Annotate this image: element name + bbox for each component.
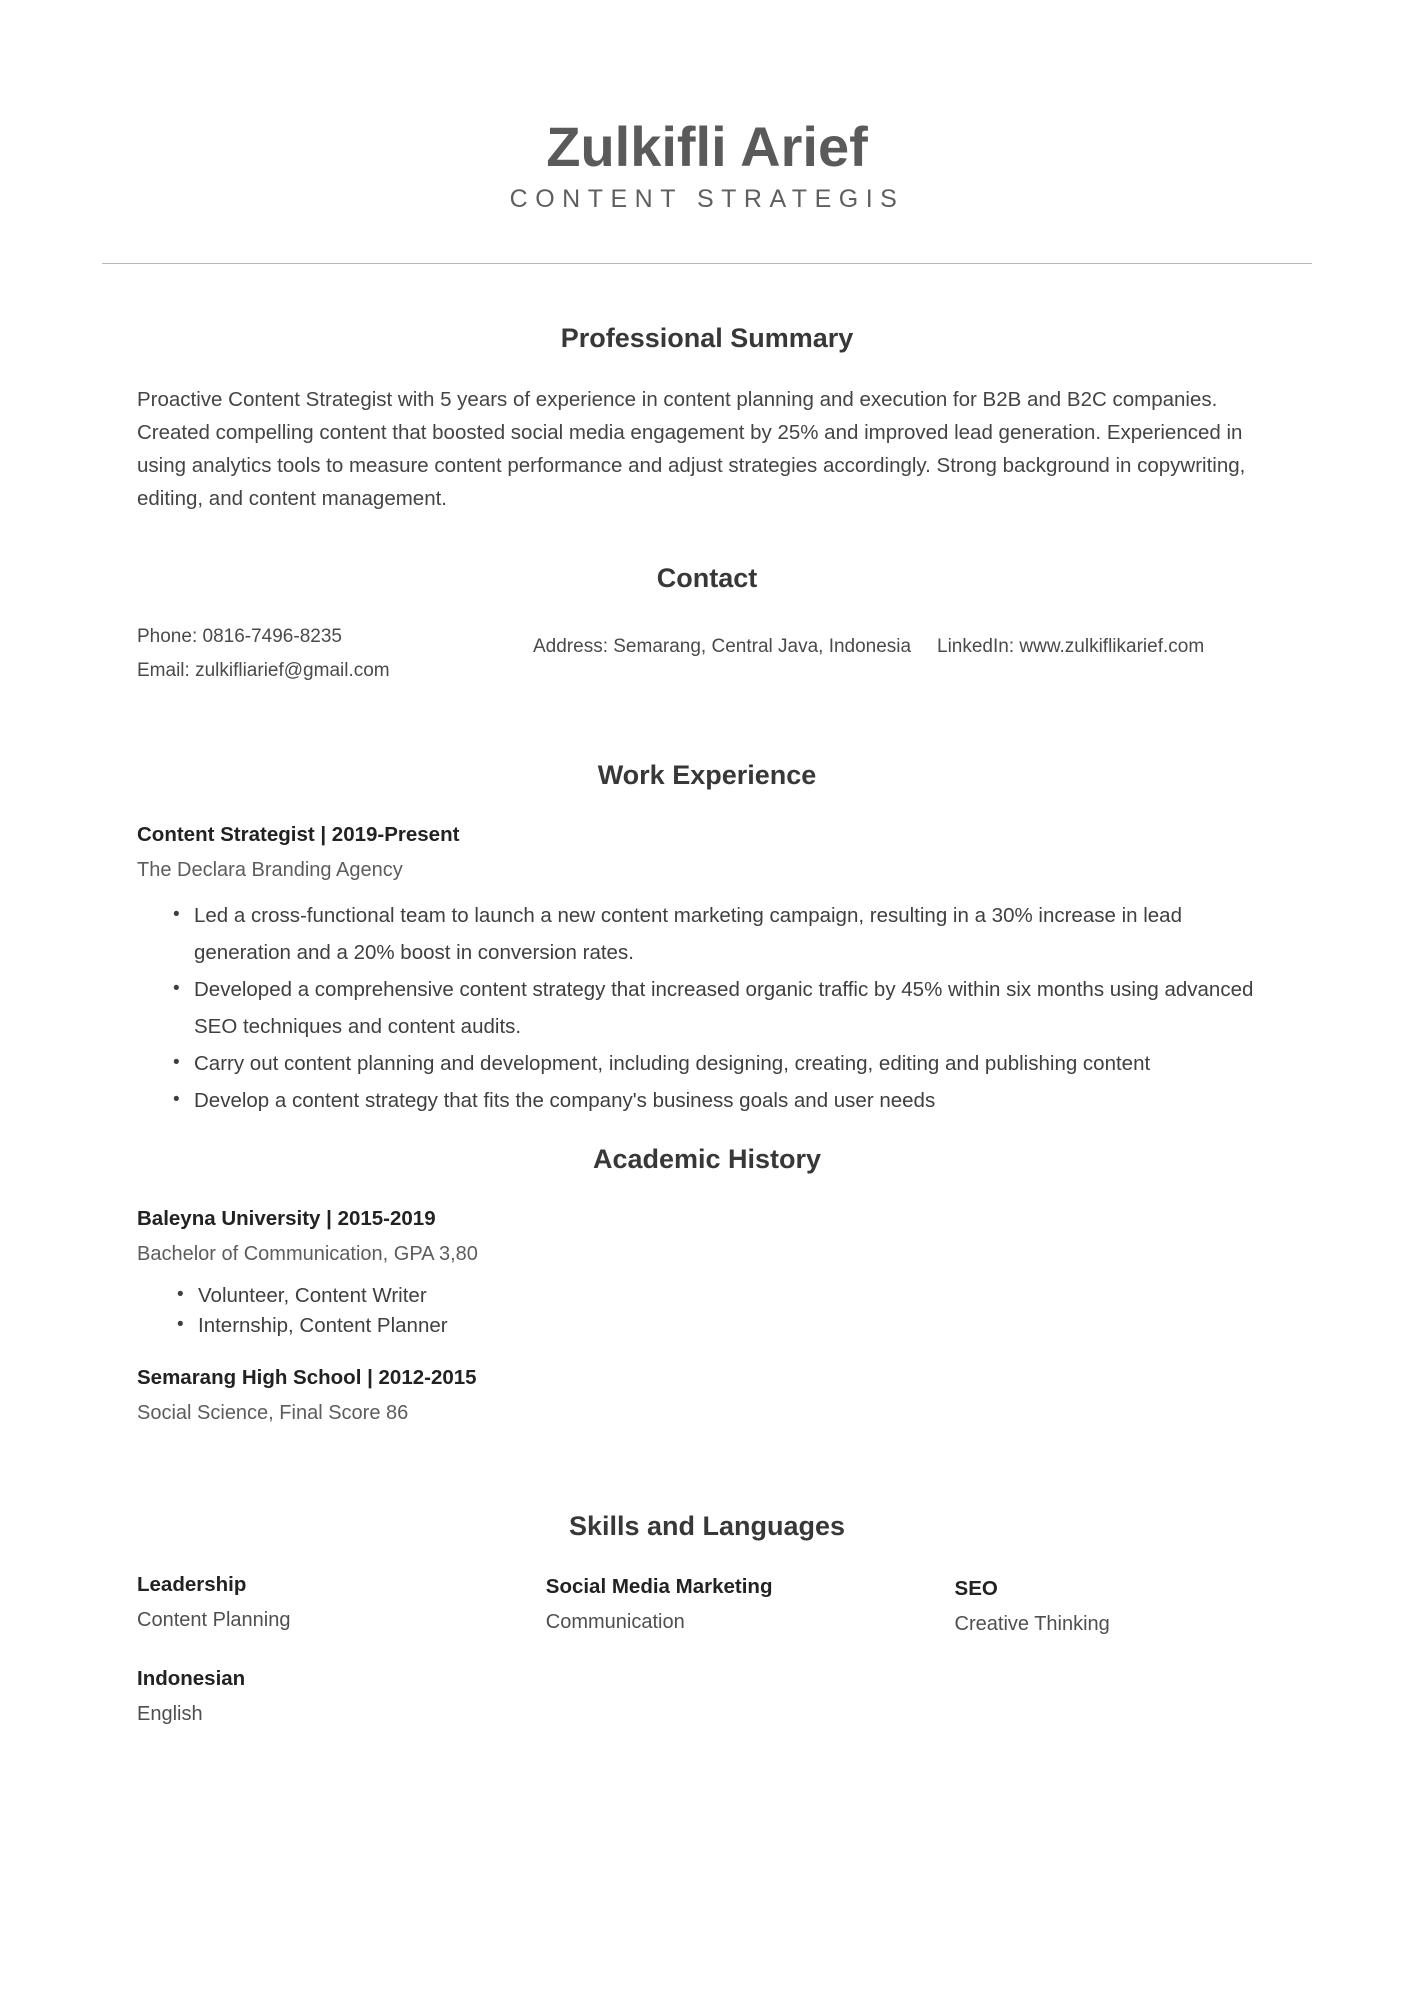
contact-column-linkedin: [937, 620, 1277, 688]
contact-linkedin: LinkedIn: www.zulkiflikarief.com: [937, 635, 1205, 657]
skill-sub: Communication: [545, 1610, 685, 1633]
candidate-job-title: CONTENT STRATEGIS: [509, 184, 905, 213]
skill-name: SEO: [954, 1576, 998, 1600]
skill-name: Leadership: [137, 1572, 247, 1596]
summary-heading: Professional Summary: [560, 322, 854, 353]
resume-header: [0, 0, 1414, 264]
section-work-experience: [137, 760, 1277, 1119]
skill-sub: Content Planning: [137, 1608, 291, 1631]
list-item: • Led a cross-functional team to launch a new content marketing campaign, resulting in a 30% increase in lead generation and a 20% boost in conversion rates.: [194, 897, 1277, 971]
contact-column-address: [533, 620, 937, 688]
section-academic-history: [137, 1144, 1277, 1429]
skill-sub: English: [137, 1702, 203, 1725]
resume-body: [0, 323, 1414, 1730]
contact-address: Address: Semarang, Central Java, Indonesia: [533, 635, 912, 657]
list-item: • Develop a content strategy that fits the company's business goals and user needs: [194, 1082, 1277, 1119]
list-item: • Developed a comprehensive content strategy that increased organic traffic by 45% within six months using advanced SEO techniques and content audits.: [194, 971, 1277, 1045]
work-entry-company: The Declara Branding Agency: [137, 858, 403, 881]
skill-name: Indonesian: [137, 1666, 246, 1690]
academic-entry: [137, 1363, 1277, 1429]
list-item: • Internship, Content Planner: [198, 1311, 1277, 1341]
skill-item-social-media-marketing: [546, 1570, 955, 1640]
summary-text: Proactive Content Strategist with 5 years of experience in content planning and execution for B2B and B2C companies. Created compelling content that boosted social media engagement by 25% and improved lead generation. Experienced in using analytics tools to measure content performance and adjust strategies accordingly. Strong background in copywriting, editing, and content management.: [137, 387, 1246, 510]
academic-entry-title: Baleyna University | 2015-2019: [137, 1206, 436, 1230]
skills-row-two: [137, 1664, 1277, 1730]
skill-name: Social Media Marketing: [545, 1574, 773, 1598]
academic-entry-detail: Social Science, Final Score 86: [137, 1401, 409, 1424]
work-entry: [137, 820, 1277, 1119]
skill-item-indonesian: [137, 1664, 568, 1730]
list-item: • Carry out content planning and development, including designing, creating, editing and publishing content: [194, 1045, 1277, 1082]
section-skills-languages: [137, 1511, 1277, 1730]
work-entry-bullets: [137, 897, 1277, 1119]
section-professional-summary: [137, 323, 1277, 515]
academic-entry-bullets: [137, 1281, 1277, 1341]
candidate-name: Zulkifli Arief: [546, 115, 868, 178]
academic-entry-title: Semarang High School | 2012-2015: [137, 1365, 477, 1389]
header-divider: [102, 263, 1312, 264]
skill-item-seo: [955, 1570, 1277, 1640]
work-heading: Work Experience: [597, 759, 817, 790]
academic-heading: Academic History: [592, 1143, 822, 1174]
skill-sub: Creative Thinking: [954, 1612, 1110, 1635]
skills-heading: Skills and Languages: [568, 1510, 846, 1541]
contact-columns: [137, 620, 1277, 688]
contact-email: Email: zulkifliarief@gmail.com: [137, 659, 390, 681]
academic-entry-detail: Bachelor of Communication, GPA 3,80: [137, 1242, 478, 1265]
academic-entry: [137, 1204, 1277, 1341]
list-item: • Volunteer, Content Writer: [198, 1281, 1277, 1311]
skill-item-leadership: [137, 1570, 546, 1640]
work-entry-title: Content Strategist | 2019-Present: [137, 822, 460, 846]
contact-phone: Phone: 0816-7496-8235: [137, 625, 342, 647]
contact-heading: Contact: [656, 562, 758, 593]
contact-column-phone-email: [137, 620, 533, 688]
skills-row-one: [137, 1570, 1277, 1640]
section-contact: [137, 563, 1277, 688]
